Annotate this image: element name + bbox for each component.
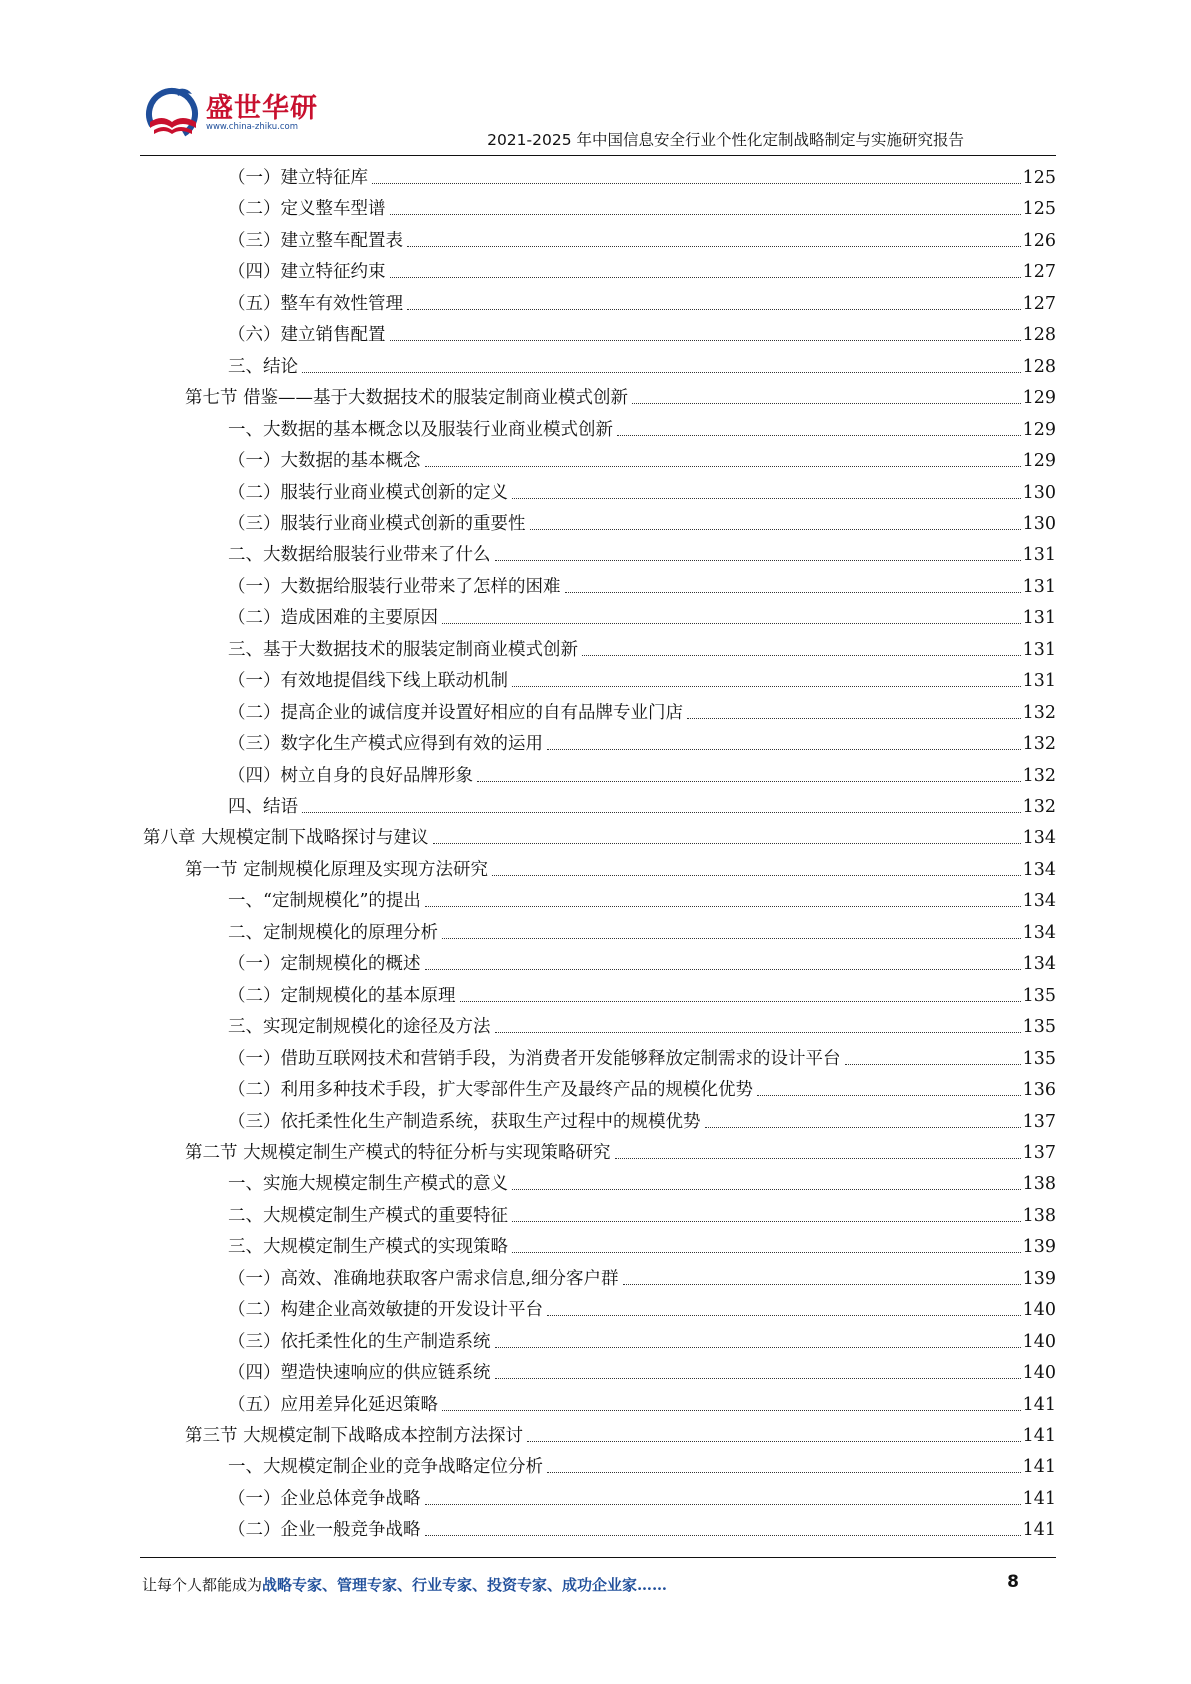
toc-entry[interactable]: [228, 1387, 1056, 1417]
toc-entry-page: 131: [1022, 608, 1056, 629]
toc-entry-page: 140: [1022, 1363, 1056, 1384]
toc-dot-leader: [547, 1472, 1021, 1473]
toc-entry-page: 141: [1022, 1457, 1056, 1478]
toc-entry-label: （四）建立特征约束: [228, 262, 386, 283]
page-number: 8: [1007, 1572, 1019, 1592]
toc-dot-leader: [512, 1221, 1021, 1222]
toc-entry[interactable]: [228, 978, 1056, 1008]
footer-slogan: [142, 1574, 667, 1595]
toc-entry[interactable]: [228, 915, 1056, 945]
toc-entry-label: 二、大数据给服装行业带来了什么: [228, 545, 491, 566]
toc-entry-page: 127: [1022, 293, 1056, 314]
toc-entry[interactable]: [228, 789, 1056, 819]
toc-entry-page: 134: [1022, 859, 1056, 880]
toc-entry[interactable]: [228, 1449, 1056, 1479]
toc-entry[interactable]: [228, 1072, 1056, 1102]
toc-entry[interactable]: [228, 1261, 1056, 1291]
toc-entry-label: （二）利用多种技术手段，扩大零部件生产及最终产品的规模化优势: [228, 1080, 753, 1101]
toc-dot-leader: [407, 309, 1021, 310]
toc-entry[interactable]: [185, 1418, 1056, 1448]
toc-entry-label: （二）构建企业高效敏捷的开发设计平台: [228, 1300, 543, 1321]
toc-entry-label: （三）依托柔性化生产制造系统，获取生产过程中的规模优势: [228, 1111, 701, 1132]
toc-entry[interactable]: [228, 349, 1056, 379]
toc-entry-page: 136: [1022, 1080, 1056, 1101]
toc-entry[interactable]: [228, 506, 1056, 536]
toc-entry-page: 131: [1022, 576, 1056, 597]
toc-entry[interactable]: [228, 1166, 1056, 1196]
toc-dot-leader: [547, 1315, 1021, 1316]
toc-dot-leader: [495, 1378, 1021, 1379]
toc-entry-page: 131: [1022, 545, 1056, 566]
toc-entry-page: 129: [1022, 451, 1056, 472]
header-divider: [140, 155, 1056, 156]
toc-dot-leader: [617, 435, 1021, 436]
toc-dot-leader: [615, 1158, 1021, 1159]
toc-entry-page: 140: [1022, 1331, 1056, 1352]
toc-entry[interactable]: [228, 883, 1056, 913]
toc-entry-label: （二）企业一般竞争战略: [228, 1520, 421, 1541]
toc-dot-leader: [372, 183, 1021, 184]
toc-entry[interactable]: [228, 758, 1056, 788]
toc-dot-leader: [425, 1504, 1021, 1505]
toc-entry-page: 130: [1022, 482, 1056, 503]
toc-entry-page: 132: [1022, 765, 1056, 786]
toc-dot-leader: [582, 655, 1021, 656]
toc-dot-leader: [845, 1064, 1021, 1065]
toc-entry-label: 第二节 大规模定制生产模式的特征分析与实现策略研究: [185, 1142, 611, 1163]
toc-entry[interactable]: [228, 1104, 1056, 1134]
toc-entry-label: （二）服装行业商业模式创新的定义: [228, 482, 508, 503]
toc-dot-leader: [442, 623, 1021, 624]
toc-dot-leader: [390, 277, 1021, 278]
toc-entry-label: （一）建立特征库: [228, 168, 368, 188]
company-logo: [142, 82, 342, 152]
toc-entry[interactable]: [185, 852, 1056, 882]
toc-entry-page: 135: [1022, 1048, 1056, 1069]
toc-entry-page: 126: [1022, 230, 1056, 251]
logo-emblem-icon: [142, 84, 204, 146]
toc-dot-leader: [425, 969, 1021, 970]
toc-entry-page: 131: [1022, 671, 1056, 692]
toc-entry-page: 125: [1022, 199, 1056, 220]
toc-entry[interactable]: [228, 160, 1056, 190]
toc-entry[interactable]: [228, 317, 1056, 347]
toc-entry[interactable]: [228, 1512, 1056, 1542]
toc-dot-leader: [390, 214, 1021, 215]
toc-entry-label: 第三节 大规模定制下战略成本控制方法探讨: [185, 1426, 524, 1446]
footer-slogan-highlight: 战略专家、管理专家、行业专家、投资专家、成功企业家……: [262, 1576, 668, 1594]
toc-entry-label: 一、“定制规模化”的提出: [228, 891, 421, 912]
toc-dot-leader: [527, 1441, 1021, 1442]
toc-entry-label: （三）数字化生产模式应得到有效的运用: [228, 734, 543, 755]
toc-entry[interactable]: [228, 254, 1056, 284]
toc-dot-leader: [512, 1189, 1021, 1190]
toc-entry-page: 141: [1022, 1488, 1056, 1509]
toc-entry-label: （一）大数据的基本概念: [228, 451, 421, 472]
toc-entry-page: 137: [1022, 1142, 1056, 1163]
toc-entry-label: 一、实施大规模定制生产模式的意义: [228, 1174, 508, 1195]
toc-entry-label: （二）定义整车型谱: [228, 199, 386, 220]
toc-dot-leader: [757, 1095, 1021, 1096]
toc-dot-leader: [512, 1252, 1021, 1253]
toc-entry-page: 128: [1022, 356, 1056, 377]
toc-entry-label: （一）大数据给服装行业带来了怎样的困难: [228, 576, 561, 597]
toc-entry-page: 139: [1022, 1237, 1056, 1258]
toc-dot-leader: [687, 718, 1021, 719]
toc-entry-page: 131: [1022, 639, 1056, 660]
toc-dot-leader: [495, 1032, 1021, 1033]
toc-entry[interactable]: [185, 380, 1056, 410]
toc-entry[interactable]: [228, 726, 1056, 756]
toc-entry-label: 三、结论: [228, 356, 298, 377]
toc-dot-leader: [442, 938, 1021, 939]
toc-entry-page: 134: [1022, 954, 1056, 975]
toc-entry-label: 二、大规模定制生产模式的重要特征: [228, 1205, 508, 1226]
toc-dot-leader: [547, 749, 1021, 750]
toc-entry-page: 132: [1022, 702, 1056, 723]
toc-entry-label: （二）造成困难的主要原因: [228, 608, 438, 629]
toc-entry[interactable]: [228, 569, 1056, 599]
toc-dot-leader: [390, 340, 1021, 341]
toc-dot-leader: [302, 372, 1021, 373]
toc-entry-label: （三）建立整车配置表: [228, 230, 403, 251]
toc-entry-label: 第一节 定制规模化原理及实现方法研究: [185, 859, 489, 880]
logo-name: 盛世华研: [206, 93, 318, 124]
toc-dot-leader: [623, 1284, 1021, 1285]
toc-entry-label: （五）应用差异化延迟策略: [228, 1394, 438, 1415]
toc-entry-page: 125: [1022, 168, 1056, 188]
toc-entry-label: （六）建立销售配置: [228, 325, 386, 346]
toc-entry-label: （五）整车有效性管理: [228, 293, 403, 314]
toc-entry-page: 132: [1022, 734, 1056, 755]
toc-entry[interactable]: [228, 286, 1056, 316]
toc-entry-label: （三）依托柔性化的生产制造系统: [228, 1331, 491, 1352]
toc-entry[interactable]: [228, 1041, 1056, 1071]
toc-entry-label: 三、大规模定制生产模式的实现策略: [228, 1237, 508, 1258]
toc-entry[interactable]: [228, 632, 1056, 662]
toc-entry-label: 一、大规模定制企业的竞争战略定位分析: [228, 1457, 543, 1478]
toc-entry[interactable]: [228, 1009, 1056, 1039]
toc-dot-leader: [530, 529, 1021, 530]
toc-entry-label: （二）提高企业的诚信度并设置好相应的自有品牌专业门店: [228, 702, 683, 723]
toc-entry-page: 132: [1022, 797, 1056, 817]
toc-dot-leader: [512, 498, 1021, 499]
toc-entry[interactable]: [228, 443, 1056, 473]
toc-dot-leader: [407, 246, 1021, 247]
toc-entry-label: 四、结语: [228, 797, 298, 817]
toc-entry-label: （一）高效、准确地获取客户需求信息,细分客户群: [228, 1268, 619, 1289]
toc-entry-label: （一）企业总体竞争战略: [228, 1488, 421, 1509]
toc-entry-page: 137: [1022, 1111, 1056, 1132]
toc-entry-page: 134: [1022, 922, 1056, 943]
toc-entry-label: （二）定制规模化的基本原理: [228, 985, 456, 1006]
toc-entry[interactable]: [185, 1135, 1056, 1165]
toc-entry[interactable]: [228, 1292, 1056, 1322]
report-title: 2021-2025 年中国信息安全行业个性化定制战略制定与实施研究报告: [487, 131, 964, 149]
toc-dot-leader: [425, 906, 1021, 907]
toc-dot-leader: [302, 812, 1021, 813]
logo-url: www.china-zhiku.com: [206, 122, 298, 132]
toc-dot-leader: [460, 1001, 1021, 1002]
toc-entry-label: （一）借助互联网技术和营销手段，为消费者开发能够释放定制需求的设计平台: [228, 1048, 841, 1069]
toc-dot-leader: [632, 403, 1021, 404]
toc-entry-label: 三、基于大数据技术的服装定制商业模式创新: [228, 639, 578, 660]
toc-entry-label: 二、定制规模化的原理分析: [228, 922, 438, 943]
toc-entry-label: 一、大数据的基本概念以及服装行业商业模式创新: [228, 419, 613, 440]
toc-entry-page: 138: [1022, 1174, 1056, 1195]
toc-entry-page: 141: [1022, 1426, 1056, 1446]
toc-entry-page: 140: [1022, 1300, 1056, 1321]
toc-entry-page: 129: [1022, 419, 1056, 440]
toc-entry-label: 第七节 借鉴——基于大数据技术的服装定制商业模式创新: [185, 388, 629, 409]
toc-entry-page: 135: [1022, 1017, 1056, 1038]
toc-dot-leader: [492, 875, 1021, 876]
toc-entry-page: 135: [1022, 985, 1056, 1006]
toc-entry[interactable]: [228, 600, 1056, 630]
toc-entry[interactable]: [228, 223, 1056, 253]
toc-entry-page: 127: [1022, 262, 1056, 283]
toc-dot-leader: [433, 843, 1021, 844]
toc-entry[interactable]: [228, 475, 1056, 505]
toc-entry-page: 141: [1022, 1520, 1056, 1541]
toc-entry-label: （四）塑造快速响应的供应链系统: [228, 1363, 491, 1384]
toc-entry-label: （四）树立自身的良好品牌形象: [228, 765, 473, 786]
toc-entry-label: （一）定制规模化的概述: [228, 954, 421, 975]
toc-entry-page: 134: [1022, 891, 1056, 912]
toc-dot-leader: [425, 466, 1021, 467]
toc-entry[interactable]: [228, 663, 1056, 693]
toc-entry-page: 141: [1022, 1394, 1056, 1415]
toc-dot-leader: [442, 1410, 1021, 1411]
toc-entry[interactable]: [228, 1481, 1056, 1511]
toc-entry[interactable]: [228, 1229, 1056, 1259]
toc-entry-page: 130: [1022, 513, 1056, 534]
toc-entry[interactable]: [228, 412, 1056, 442]
toc-dot-leader: [477, 781, 1021, 782]
toc-dot-leader: [425, 1535, 1021, 1536]
toc-entry-page: 129: [1022, 388, 1056, 409]
toc-dot-leader: [565, 592, 1021, 593]
toc-dot-leader: [512, 686, 1021, 687]
toc-entry[interactable]: [228, 1324, 1056, 1354]
toc-entry-label: 第八章 大规模定制下战略探讨与建议: [143, 828, 429, 849]
toc-entry-label: （三）服装行业商业模式创新的重要性: [228, 513, 526, 534]
toc-entry[interactable]: [228, 1198, 1056, 1228]
toc-entry-page: 128: [1022, 325, 1056, 346]
page-header: [0, 0, 1191, 160]
toc-dot-leader: [495, 560, 1021, 561]
toc-entry-label: （一）有效地提倡线下线上联动机制: [228, 671, 508, 692]
toc-entry[interactable]: [143, 820, 1056, 850]
toc-entry[interactable]: [228, 695, 1056, 725]
toc-dot-leader: [705, 1127, 1021, 1128]
toc-entry[interactable]: [228, 537, 1056, 567]
toc-entry-page: 139: [1022, 1268, 1056, 1289]
toc-entry-page: 138: [1022, 1205, 1056, 1226]
toc-entry-page: 134: [1022, 828, 1056, 849]
footer-slogan-lead: 让每个人都能成为: [142, 1576, 263, 1594]
toc-entry-label: 三、实现定制规模化的途径及方法: [228, 1017, 491, 1038]
toc-entry[interactable]: [228, 1355, 1056, 1385]
toc-entry[interactable]: [228, 191, 1056, 221]
toc-entry[interactable]: [228, 946, 1056, 976]
toc-dot-leader: [495, 1347, 1021, 1348]
footer-divider: [140, 1557, 1056, 1558]
